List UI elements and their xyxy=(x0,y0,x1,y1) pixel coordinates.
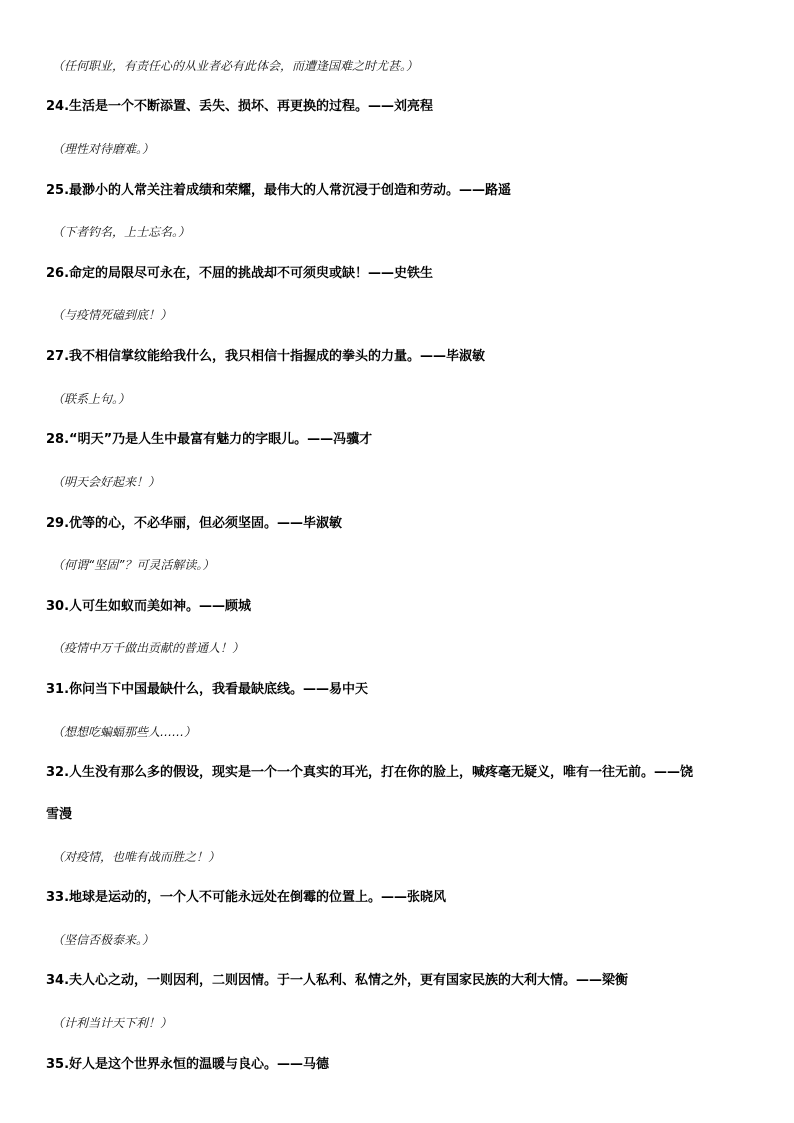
note-line: （想想吃蝙蝠那些人……） xyxy=(52,725,197,739)
note-line: （任何职业，有责任心的从业者必有此体会，而遭逢国难之时尤甚。） xyxy=(52,59,419,73)
quote-line: 25.最渺小的人常关注着成绩和荣耀，最伟大的人常沉浸于创造和劳动。——路遥 xyxy=(46,183,512,198)
note-line: （理性对待磨难。） xyxy=(52,142,155,156)
quote-line: 34.夫人心之动，一则因利，二则因情。于一人私利、私情之外，更有国家民族的大利大情。——梁衡 xyxy=(46,973,629,988)
note-line: （何谓“坚固”？可灵活解读。） xyxy=(52,558,215,572)
note-line: （对疫情，也唯有战而胜之！） xyxy=(52,850,221,864)
note-line: （下者钓名，上士忘名。） xyxy=(52,225,191,239)
note-line: （坚信否极泰来。） xyxy=(52,933,155,947)
quote-line: 28.“明天”乃是人生中最富有魅力的字眼儿。——冯骥才 xyxy=(46,432,373,447)
note-line: （明天会好起来！） xyxy=(52,475,161,489)
quote-line: 26.命定的局限尽可永在，不屈的挑战却不可须臾或缺！——史铁生 xyxy=(46,266,434,281)
note-line: （疫情中万千做出贡献的普通人！） xyxy=(52,641,245,655)
quote-line: 29.优等的心，不必华丽，但必须坚固。——毕淑敏 xyxy=(46,516,343,531)
quote-line-continuation: 雪漫 xyxy=(46,807,73,822)
quote-line: 32.人生没有那么多的假设，现实是一个一个真实的耳光，打在你的脸上，喊疼毫无疑义，唯有一往无前。——饶 xyxy=(46,765,694,780)
quote-line: 27.我不相信掌纹能给我什么，我只相信十指握成的拳头的力量。——毕淑敏 xyxy=(46,349,486,364)
quote-line: 24.生活是一个不断添置、丢失、损坏、再更换的过程。——刘亮程 xyxy=(46,99,434,114)
note-line: （联系上句。） xyxy=(52,392,131,406)
note-line: （计利当计天下利！） xyxy=(52,1016,173,1030)
quote-line: 35.好人是这个世界永恒的温暖与良心。——马德 xyxy=(46,1057,330,1072)
note-line: （与疫情死磕到底！） xyxy=(52,308,173,322)
quote-line: 31.你问当下中国最缺什么，我看最缺底线。——易中天 xyxy=(46,682,369,697)
quote-line: 30.人可生如蚁而美如神。——顾城 xyxy=(46,599,252,614)
quote-line: 33.地球是运动的，一个人不可能永远处在倒霉的位置上。——张晓风 xyxy=(46,890,447,905)
